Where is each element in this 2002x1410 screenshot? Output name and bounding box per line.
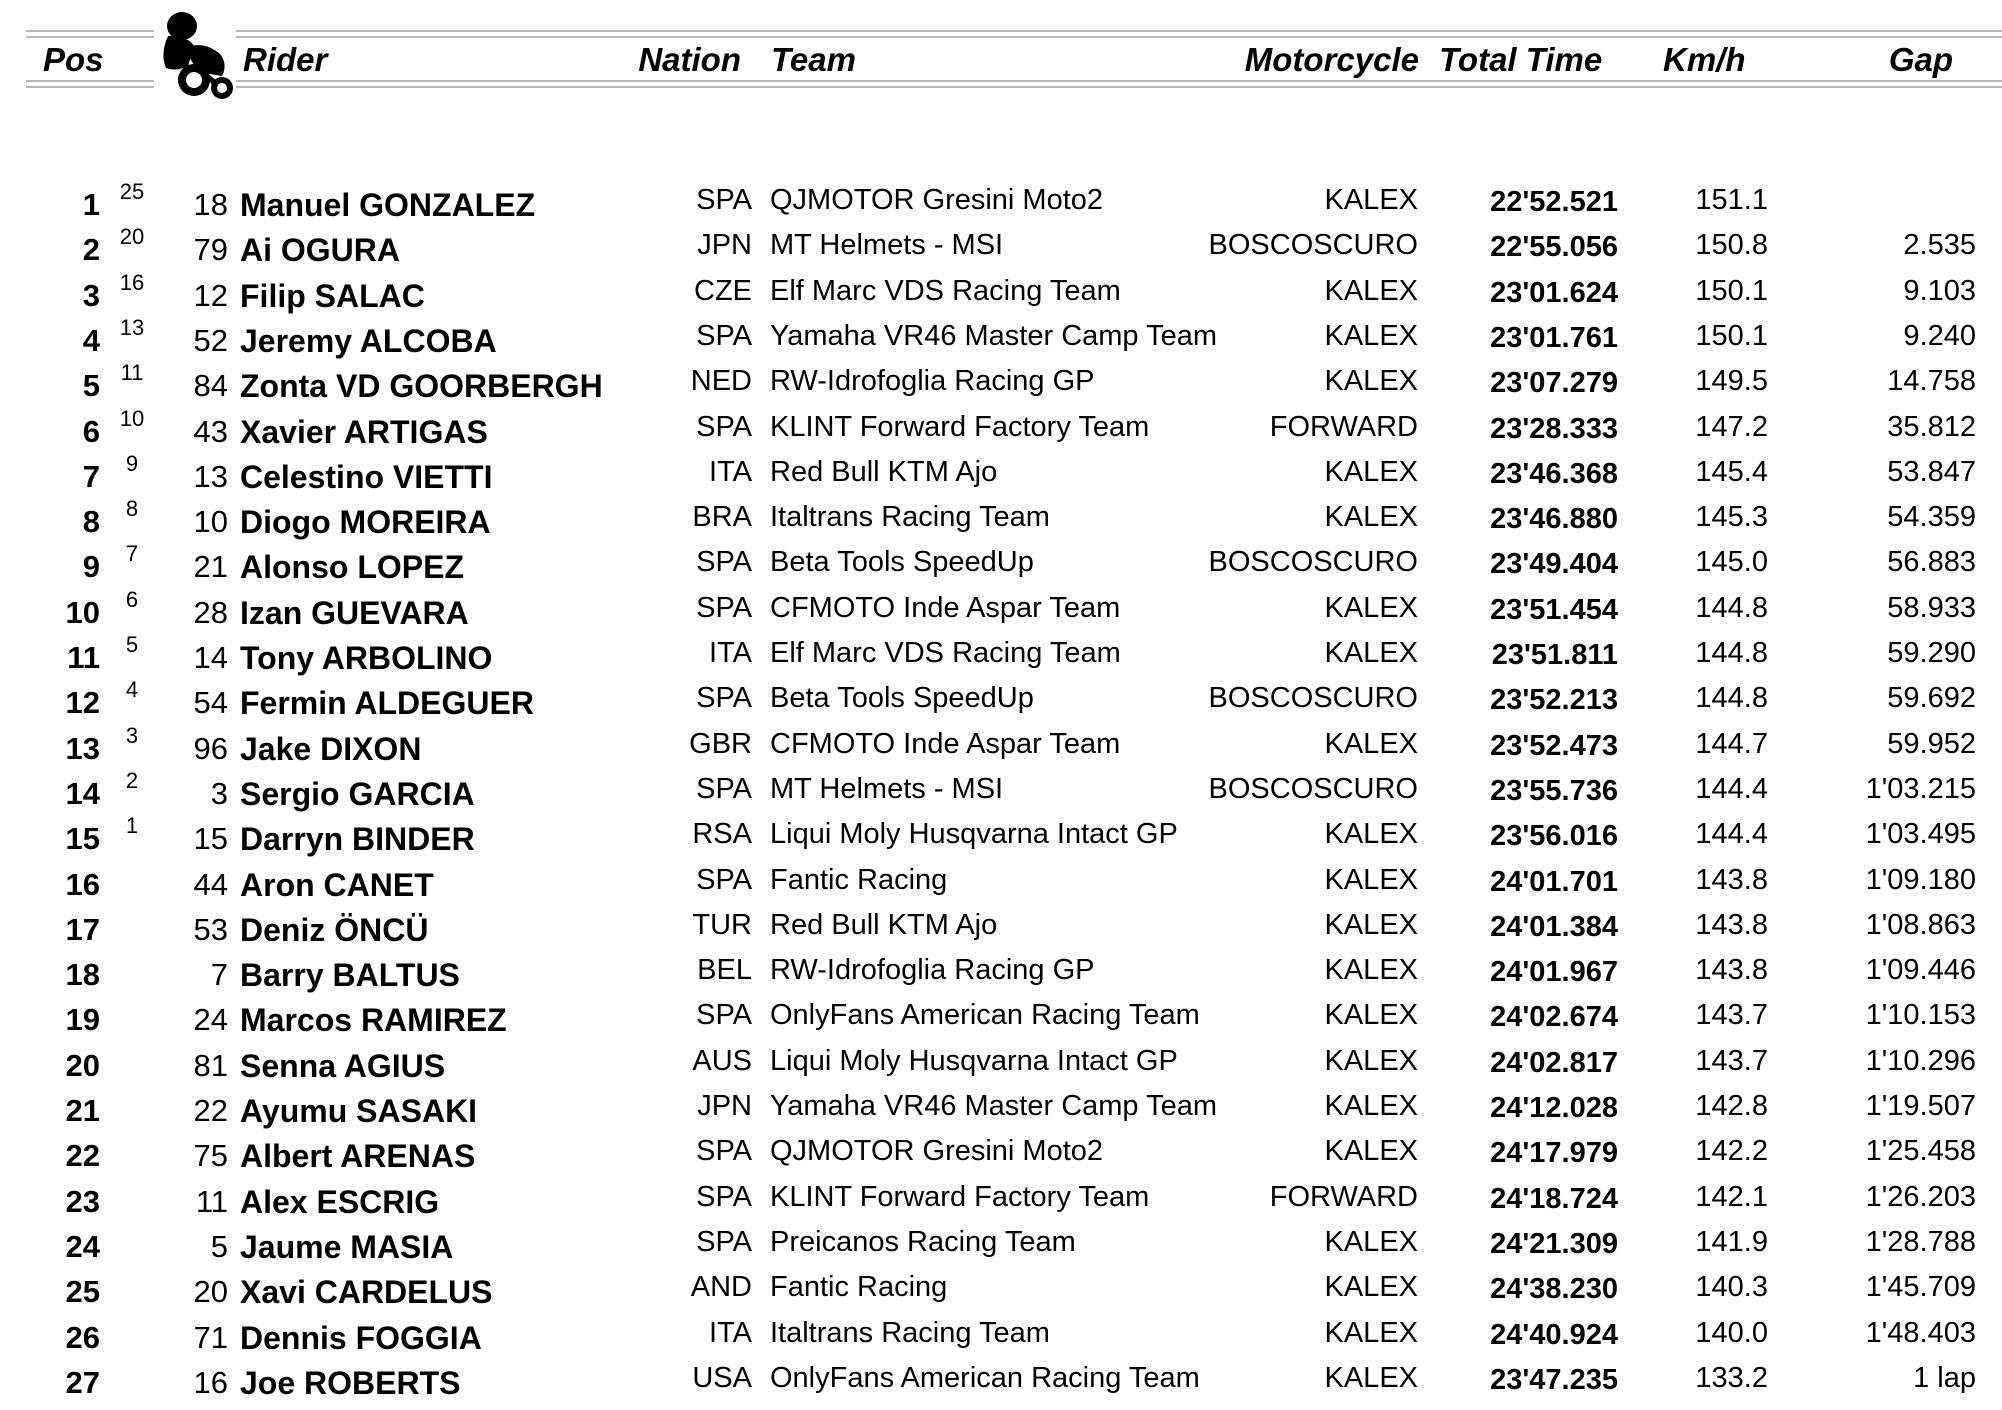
points-cell: 3 (125, 723, 139, 748)
nation-cell: SPA (696, 184, 752, 216)
motorcycle-cell: KALEX (1324, 1045, 1418, 1077)
team-cell: CFMOTO Inde Aspar Team (770, 592, 1121, 624)
gap-cell: 1'03.215 (1865, 773, 1976, 805)
nation-cell: SPA (696, 320, 752, 352)
table-row (0, 180, 2002, 225)
speed-cell: 133.2 (1695, 1362, 1768, 1394)
position-cell: 22 (65, 1138, 100, 1173)
table-row (0, 1041, 2002, 1086)
nation-cell: RSA (692, 818, 752, 850)
speed-cell: 144.4 (1695, 773, 1768, 805)
position-cell: 19 (65, 1002, 100, 1037)
speed-cell: 143.7 (1695, 1045, 1768, 1077)
rider-number-cell: 15 (193, 821, 228, 856)
gap-cell: 1'48.403 (1865, 1317, 1976, 1349)
team-cell: Italtrans Racing Team (770, 1317, 1050, 1349)
position-cell: 3 (82, 278, 100, 313)
gap-cell: 1'19.507 (1865, 1090, 1976, 1122)
nation-cell: JPN (697, 229, 752, 261)
team-cell: MT Helmets - MSI (770, 773, 1004, 805)
points-cell: 13 (119, 315, 145, 340)
total-time-cell: 23'52.473 (1490, 730, 1618, 762)
motorcycle-cell: KALEX (1324, 818, 1418, 850)
rider-name-cell: Marcos RAMIREZ (240, 1002, 507, 1038)
total-time-cell: 23'56.016 (1490, 820, 1618, 852)
team-cell: OnlyFans American Racing Team (770, 999, 1200, 1031)
rider-number-cell: 53 (193, 912, 228, 947)
position-cell: 24 (65, 1229, 100, 1264)
rider-number-cell: 24 (193, 1002, 228, 1037)
rider-number-cell: 71 (193, 1320, 228, 1355)
motorcycle-cell: KALEX (1324, 1226, 1418, 1258)
nation-cell: SPA (696, 682, 752, 714)
gap-cell: 56.883 (1887, 546, 1976, 578)
motorcycle-cell: KALEX (1324, 592, 1418, 624)
position-cell: 13 (65, 731, 100, 766)
table-row (0, 271, 2002, 316)
table-row (0, 1131, 2002, 1176)
rider-number-cell: 16 (193, 1365, 228, 1400)
points-cell: 10 (119, 406, 145, 431)
rider-number-cell: 14 (193, 640, 228, 675)
team-cell: OnlyFans American Racing Team (770, 1362, 1200, 1394)
total-time-cell: 23'46.368 (1490, 458, 1618, 490)
position-cell: 6 (82, 414, 100, 449)
position-cell: 26 (65, 1320, 100, 1355)
motorcycle-cell: BOSCOSCURO (1208, 773, 1418, 805)
header-rule (26, 30, 2002, 32)
nation-cell: GBR (689, 728, 752, 760)
rider-name-cell: Darryn BINDER (240, 821, 475, 857)
rider-number-cell: 3 (210, 776, 228, 811)
table-row (0, 361, 2002, 406)
gap-cell: 1'10.153 (1865, 999, 1976, 1031)
speed-cell: 149.5 (1695, 365, 1768, 397)
rider-name-cell: Celestino VIETTI (240, 459, 493, 495)
nation-cell: SPA (696, 546, 752, 578)
total-time-cell: 23'55.736 (1490, 775, 1618, 807)
motorcycle-cell: KALEX (1324, 501, 1418, 533)
header-nation: Nation (600, 40, 744, 80)
rider-number-cell: 54 (193, 685, 228, 720)
nation-cell: JPN (697, 1090, 752, 1122)
team-cell: KLINT Forward Factory Team (770, 411, 1150, 443)
total-time-cell: 24'01.384 (1490, 911, 1618, 943)
table-row (0, 995, 2002, 1040)
header-kmh: Km/h (1660, 40, 1749, 80)
position-cell: 7 (82, 459, 100, 494)
total-time-cell: 23'49.404 (1490, 548, 1618, 580)
nation-cell: ITA (709, 637, 752, 669)
team-cell: Yamaha VR46 Master Camp Team (770, 320, 1218, 352)
table-row (0, 497, 2002, 542)
table-row (0, 1177, 2002, 1222)
rider-name-cell: Barry BALTUS (240, 957, 460, 993)
nation-cell: SPA (696, 592, 752, 624)
rider-number-cell: 28 (193, 595, 228, 630)
header-motorcycle: Motorcycle (1210, 40, 1422, 80)
gap-cell: 1'45.709 (1865, 1271, 1976, 1303)
team-cell: RW-Idrofoglia Racing GP (770, 954, 1095, 986)
speed-cell: 143.8 (1695, 864, 1768, 896)
position-cell: 17 (65, 912, 100, 947)
rider-name-cell: Alonso LOPEZ (240, 549, 464, 585)
position-cell: 21 (65, 1093, 100, 1128)
speed-cell: 145.0 (1695, 546, 1768, 578)
speed-cell: 150.1 (1695, 275, 1768, 307)
rider-name-cell: Manuel GONZALEZ (240, 187, 536, 223)
rider-name-cell: Sergio GARCIA (240, 776, 475, 812)
nation-cell: SPA (696, 1181, 752, 1213)
rider-name-cell: Zonta VD GOORBERGH (240, 368, 603, 404)
points-cell: 2 (125, 768, 139, 793)
rider-name-cell: Jake DIXON (240, 731, 422, 767)
points-cell: 25 (119, 179, 145, 204)
table-row (0, 1267, 2002, 1312)
total-time-cell: 23'51.454 (1490, 594, 1618, 626)
rider-name-cell: Tony ARBOLINO (240, 640, 493, 676)
speed-cell: 145.4 (1695, 456, 1768, 488)
gap-cell: 1'09.446 (1865, 954, 1976, 986)
table-row (0, 724, 2002, 769)
table-row (0, 950, 2002, 995)
team-cell: KLINT Forward Factory Team (770, 1181, 1150, 1213)
total-time-cell: 24'17.979 (1490, 1137, 1618, 1169)
gap-cell: 59.952 (1887, 728, 1976, 760)
header-rule (26, 80, 2002, 82)
total-time-cell: 24'01.967 (1490, 956, 1618, 988)
team-cell: RW-Idrofoglia Racing GP (770, 365, 1095, 397)
motorcycle-cell: KALEX (1324, 1271, 1418, 1303)
nation-cell: ITA (709, 1317, 752, 1349)
speed-cell: 147.2 (1695, 411, 1768, 443)
team-cell: Yamaha VR46 Master Camp Team (770, 1090, 1218, 1122)
rider-name-cell: Izan GUEVARA (240, 595, 469, 631)
position-cell: 23 (65, 1184, 100, 1219)
rider-name-cell: Albert ARENAS (240, 1138, 476, 1174)
rider-name-cell: Diogo MOREIRA (240, 504, 491, 540)
rider-name-cell: Aron CANET (240, 867, 434, 903)
header-rule (26, 36, 2002, 38)
position-cell: 12 (65, 685, 100, 720)
nation-cell: BRA (692, 501, 752, 533)
gap-cell: 1'10.296 (1865, 1045, 1976, 1077)
rider-number-cell: 20 (193, 1274, 228, 1309)
points-cell: 9 (125, 451, 139, 476)
header-rider: Rider (240, 40, 330, 80)
nation-cell: ITA (709, 456, 752, 488)
gap-cell: 14.758 (1887, 365, 1976, 397)
rider-number-cell: 5 (210, 1229, 228, 1264)
rider-name-cell: Filip SALAC (240, 278, 425, 314)
rider-name-cell: Ai OGURA (240, 232, 400, 268)
gap-cell: 2.535 (1903, 229, 1976, 261)
motorcycle-cell: BOSCOSCURO (1208, 682, 1418, 714)
motorcycle-cell: KALEX (1324, 456, 1418, 488)
table-row (0, 225, 2002, 270)
motorcycle-rider-icon (154, 6, 236, 102)
position-cell: 25 (65, 1274, 100, 1309)
rider-number-cell: 75 (193, 1138, 228, 1173)
motorcycle-cell: KALEX (1324, 1362, 1418, 1394)
total-time-cell: 24'12.028 (1490, 1092, 1618, 1124)
rider-name-cell: Joe ROBERTS (240, 1365, 461, 1401)
gap-cell: 9.240 (1903, 320, 1976, 352)
total-time-cell: 23'46.880 (1490, 503, 1618, 535)
rider-number-cell: 44 (193, 867, 228, 902)
speed-cell: 144.8 (1695, 682, 1768, 714)
motorcycle-cell: FORWARD (1269, 411, 1418, 443)
position-cell: 27 (65, 1365, 100, 1400)
table-row (0, 1222, 2002, 1267)
position-cell: 16 (65, 867, 100, 902)
rider-name-cell: Jaume MASIA (240, 1229, 454, 1265)
speed-cell: 150.1 (1695, 320, 1768, 352)
rider-name-cell: Ayumu SASAKI (240, 1093, 478, 1129)
rider-number-cell: 11 (195, 1184, 228, 1219)
rider-name-cell: Fermin ALDEGUER (240, 685, 534, 721)
gap-cell: 54.359 (1887, 501, 1976, 533)
rider-number-cell: 52 (193, 323, 228, 358)
table-row (0, 452, 2002, 497)
nation-cell: SPA (696, 411, 752, 443)
motorcycle-cell: KALEX (1324, 184, 1418, 216)
speed-cell: 151.1 (1695, 184, 1768, 216)
position-cell: 14 (65, 776, 100, 811)
position-cell: 9 (82, 549, 100, 584)
position-cell: 10 (65, 595, 100, 630)
gap-cell: 1'26.203 (1865, 1181, 1976, 1213)
table-row (0, 1086, 2002, 1131)
rider-name-cell: Xavier ARTIGAS (240, 414, 488, 450)
nation-cell: SPA (696, 864, 752, 896)
header-pos: Pos (40, 40, 107, 80)
nation-cell: USA (692, 1362, 752, 1394)
motorcycle-cell: KALEX (1324, 728, 1418, 760)
motorcycle-cell: KALEX (1324, 275, 1418, 307)
gap-cell: 1'09.180 (1865, 864, 1976, 896)
motorcycle-cell: KALEX (1324, 909, 1418, 941)
speed-cell: 143.8 (1695, 909, 1768, 941)
nation-cell: AND (690, 1271, 752, 1303)
rider-number-cell: 84 (193, 368, 228, 403)
team-cell: QJMOTOR Gresini Moto2 (770, 184, 1104, 216)
speed-cell: 143.7 (1695, 999, 1768, 1031)
gap-cell: 1 lap (1913, 1362, 1976, 1394)
nation-cell: SPA (696, 773, 752, 805)
table-row (0, 860, 2002, 905)
table-row (0, 1313, 2002, 1358)
speed-cell: 144.8 (1695, 637, 1768, 669)
rider-number-cell: 12 (193, 278, 228, 313)
total-time-cell: 24'18.724 (1490, 1183, 1618, 1215)
team-cell: Fantic Racing (770, 1271, 948, 1303)
total-time-cell: 23'52.213 (1490, 684, 1618, 716)
rider-number-cell: 43 (193, 414, 228, 449)
rider-name-cell: Dennis FOGGIA (240, 1320, 482, 1356)
nation-cell: NED (690, 365, 752, 397)
table-row (0, 769, 2002, 814)
team-cell: Liqui Moly Husqvarna Intact GP (770, 818, 1178, 850)
points-cell: 6 (125, 587, 139, 612)
points-cell: 8 (125, 496, 139, 521)
team-cell: Beta Tools SpeedUp (770, 682, 1034, 714)
position-cell: 8 (82, 504, 100, 539)
rider-number-cell: 10 (193, 504, 228, 539)
team-cell: Beta Tools SpeedUp (770, 546, 1034, 578)
rider-name-cell: Senna AGIUS (240, 1048, 446, 1084)
speed-cell: 144.4 (1695, 818, 1768, 850)
total-time-cell: 23'01.624 (1490, 277, 1618, 309)
gap-cell: 1'08.863 (1865, 909, 1976, 941)
position-cell: 15 (65, 821, 100, 856)
team-cell: Elf Marc VDS Racing Team (770, 637, 1121, 669)
motorcycle-cell: KALEX (1324, 954, 1418, 986)
rider-number-cell: 79 (193, 232, 228, 267)
table-row (0, 633, 2002, 678)
speed-cell: 142.2 (1695, 1135, 1768, 1167)
rider-name-cell: Alex ESCRIG (240, 1184, 440, 1220)
team-cell: MT Helmets - MSI (770, 229, 1004, 261)
rider-name-cell: Jeremy ALCOBA (240, 323, 497, 359)
team-cell: Elf Marc VDS Racing Team (770, 275, 1121, 307)
rider-number-cell: 18 (193, 187, 228, 222)
speed-cell: 142.1 (1695, 1181, 1768, 1213)
gap-cell: 58.933 (1887, 592, 1976, 624)
table-row (0, 316, 2002, 361)
position-cell: 18 (65, 957, 100, 992)
total-time-cell: 24'01.701 (1490, 866, 1618, 898)
motorcycle-cell: KALEX (1324, 637, 1418, 669)
gap-cell: 35.812 (1887, 411, 1976, 443)
total-time-cell: 23'28.333 (1490, 413, 1618, 445)
rider-name-cell: Xavi CARDELUS (240, 1274, 493, 1310)
rider-number-cell: 21 (193, 549, 228, 584)
speed-cell: 140.0 (1695, 1317, 1768, 1349)
team-cell: Red Bull KTM Ajo (770, 456, 998, 488)
gap-cell: 59.692 (1887, 682, 1976, 714)
header-team: Team (768, 40, 859, 80)
rider-number-cell: 13 (193, 459, 228, 494)
nation-cell: SPA (696, 1135, 752, 1167)
total-time-cell: 24'21.309 (1490, 1228, 1618, 1260)
nation-cell: SPA (696, 999, 752, 1031)
nation-cell: CZE (694, 275, 752, 307)
header-total-time: Total Time (1436, 40, 1605, 80)
total-time-cell: 23'07.279 (1490, 367, 1618, 399)
rider-number-cell: 81 (193, 1048, 228, 1083)
total-time-cell: 24'40.924 (1490, 1319, 1618, 1351)
points-cell: 4 (125, 677, 139, 702)
motorcycle-cell: KALEX (1324, 365, 1418, 397)
motorcycle-cell: KALEX (1324, 1317, 1418, 1349)
gap-cell: 53.847 (1887, 456, 1976, 488)
total-time-cell: 24'38.230 (1490, 1273, 1618, 1305)
position-cell: 11 (67, 640, 100, 675)
points-cell: 7 (125, 541, 139, 566)
nation-cell: BEL (697, 954, 752, 986)
table-row (0, 588, 2002, 633)
gap-cell: 9.103 (1903, 275, 1976, 307)
motorcycle-cell: BOSCOSCURO (1208, 229, 1418, 261)
total-time-cell: 24'02.674 (1490, 1001, 1618, 1033)
rider-number-cell: 96 (193, 731, 228, 766)
team-cell: Red Bull KTM Ajo (770, 909, 998, 941)
table-row (0, 542, 2002, 587)
nation-cell: AUS (692, 1045, 752, 1077)
motorcycle-cell: KALEX (1324, 1090, 1418, 1122)
table-row (0, 814, 2002, 859)
gap-cell: 1'25.458 (1865, 1135, 1976, 1167)
motorcycle-cell: FORWARD (1269, 1181, 1418, 1213)
table-row (0, 905, 2002, 950)
rider-number-cell: 7 (210, 957, 228, 992)
points-cell: 20 (119, 224, 145, 249)
header-rule (26, 86, 2002, 88)
header-gap: Gap (1830, 40, 1956, 80)
speed-cell: 142.8 (1695, 1090, 1768, 1122)
position-cell: 1 (82, 187, 100, 222)
points-cell: 1 (125, 813, 139, 838)
points-cell: 16 (119, 270, 145, 295)
motorcycle-cell: KALEX (1324, 1135, 1418, 1167)
team-cell: Preicanos Racing Team (770, 1226, 1076, 1258)
total-time-cell: 23'47.235 (1490, 1364, 1618, 1396)
position-cell: 20 (65, 1048, 100, 1083)
speed-cell: 141.9 (1695, 1226, 1768, 1258)
table-row (0, 407, 2002, 452)
gap-cell: 1'03.495 (1865, 818, 1976, 850)
speed-cell: 143.8 (1695, 954, 1768, 986)
position-cell: 4 (82, 323, 100, 358)
speed-cell: 145.3 (1695, 501, 1768, 533)
points-cell: 5 (125, 632, 139, 657)
team-cell: QJMOTOR Gresini Moto2 (770, 1135, 1104, 1167)
speed-cell: 140.3 (1695, 1271, 1768, 1303)
speed-cell: 144.7 (1695, 728, 1768, 760)
table-row (0, 678, 2002, 723)
total-time-cell: 22'55.056 (1490, 231, 1618, 263)
position-cell: 5 (82, 368, 100, 403)
motorcycle-cell: KALEX (1324, 864, 1418, 896)
motorcycle-cell: KALEX (1324, 320, 1418, 352)
total-time-cell: 23'01.761 (1490, 322, 1618, 354)
table-row (0, 1358, 2002, 1403)
team-cell: Liqui Moly Husqvarna Intact GP (770, 1045, 1178, 1077)
position-cell: 2 (82, 232, 100, 267)
total-time-cell: 24'02.817 (1490, 1047, 1618, 1079)
speed-cell: 144.8 (1695, 592, 1768, 624)
results-header (0, 0, 2002, 110)
points-cell: 11 (120, 360, 144, 385)
speed-cell: 150.8 (1695, 229, 1768, 261)
nation-cell: SPA (696, 1226, 752, 1258)
rider-name-cell: Deniz ÖNCÜ (240, 912, 429, 948)
team-cell: CFMOTO Inde Aspar Team (770, 728, 1121, 760)
nation-cell: TUR (692, 909, 752, 941)
team-cell: Fantic Racing (770, 864, 948, 896)
total-time-cell: 23'51.811 (1491, 639, 1618, 671)
gap-cell: 1'28.788 (1865, 1226, 1976, 1258)
rider-number-cell: 22 (193, 1093, 228, 1128)
total-time-cell: 22'52.521 (1490, 186, 1618, 218)
motorcycle-cell: BOSCOSCURO (1208, 546, 1418, 578)
gap-cell: 59.290 (1887, 637, 1976, 669)
motorcycle-cell: KALEX (1324, 999, 1418, 1031)
team-cell: Italtrans Racing Team (770, 501, 1050, 533)
